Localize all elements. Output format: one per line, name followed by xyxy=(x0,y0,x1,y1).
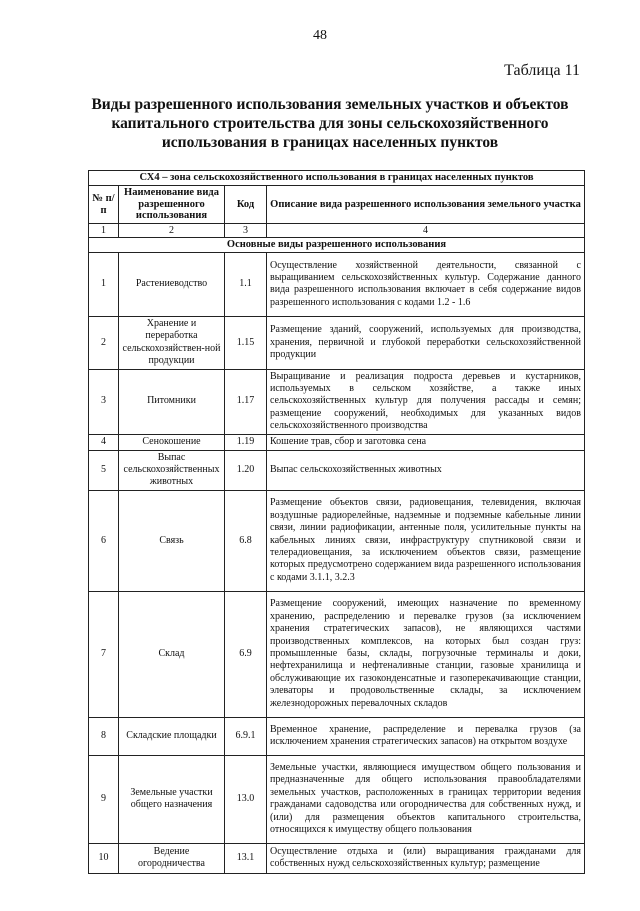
zone-title: СХ4 – зона сельскохозяйственного использования в границах населенных пунктов xyxy=(89,171,585,186)
row-num: 6 xyxy=(89,490,119,591)
land-use-table xyxy=(88,170,585,874)
row-description: Размещение сооружений, имеющих назначение по временному хранению, распределению и перевалке грузов (за исключением хранения стратегических запасов), не являющихся частями производственных комплексов, на которых был создан груз: промышленные базы, склады, погрузочные терминалы и доки, нефтехранилища и нефтеналивные станции, газовые хранилища и обслуживающие их газоконденсатные и газоперекачивающие станции, элеваторы и продовольственные склады, за исключением железнодорожных перевалочных складов xyxy=(267,591,585,717)
table-row xyxy=(89,434,585,450)
row-num: 8 xyxy=(89,717,119,755)
header-num: № п/п xyxy=(89,186,119,224)
row-num: 7 xyxy=(89,591,119,717)
header-row xyxy=(89,186,585,224)
row-num: 3 xyxy=(89,369,119,434)
row-num: 2 xyxy=(89,316,119,369)
row-code: 6.8 xyxy=(225,490,267,591)
table-row xyxy=(89,450,585,490)
row-description: Размещение зданий, сооружений, используемых для производства, хранения, первичной и глубокой переработки сельскохозяйственной продукции xyxy=(267,316,585,369)
document-title: Виды разрешенного использования земельных участков и объектов капитального строительства для зоны сельскохозяйственного использования в границах населенных пунктов xyxy=(91,96,569,151)
table-row xyxy=(89,252,585,316)
column-number: 2 xyxy=(119,223,225,237)
row-code: 1.15 xyxy=(225,316,267,369)
table-row xyxy=(89,755,585,843)
row-code: 13.1 xyxy=(225,843,267,873)
row-num: 1 xyxy=(89,252,119,316)
row-description: Размещение объектов связи, радиовещания, телевидения, включая воздушные радиорелейные, надземные и подземные кабельные линии связи, линии радиофикации, антенные поля, усилительные пункты на кабельных линиях связи, инфраструктуру спутниковой связи и телерадиовещания, за исключением объектов связи, размещение которых предусмотрено содержанием вида разрешенного использования с кодами 3.1.1, 3.2.3 xyxy=(267,490,585,591)
row-code: 1.19 xyxy=(225,434,267,450)
row-num: 10 xyxy=(89,843,119,873)
row-code: 1.20 xyxy=(225,450,267,490)
row-description: Кошение трав, сбор и заготовка сена xyxy=(267,434,585,450)
row-description: Осуществление отдыха и (или) выращивания гражданами для собственных нужд сельскохозяйственных культур; размещение xyxy=(267,843,585,873)
header-description: Описание вида разрешенного использования земельного участка xyxy=(267,186,585,224)
row-code: 6.9 xyxy=(225,591,267,717)
column-number: 4 xyxy=(267,223,585,237)
row-num: 9 xyxy=(89,755,119,843)
row-description: Осуществление хозяйственной деятельности, связанной с выращиванием сельскохозяйственных культур. Содержание данного вида разрешенного использования включает в себя содержание видов разрешенного использования с кодами 1.2 - 1.6 xyxy=(267,252,585,316)
column-number: 1 xyxy=(89,223,119,237)
header-code: Код xyxy=(225,186,267,224)
row-description: Выращивание и реализация подроста деревьев и кустарников, используемых в сельском хозяйстве, а также иных сельскохозяйственных культур для получения рассады и семян; размещение сооружений, необходимых для указанных видов сельскохозяйственного производства xyxy=(267,369,585,434)
row-name: Сенокошение xyxy=(119,434,225,450)
row-name: Земельные участки общего назначения xyxy=(119,755,225,843)
row-description: Временное хранение, распределение и перевалка грузов (за исключением хранения стратегических запасов) на открытом воздухе xyxy=(267,717,585,755)
row-name: Ведение огородничества xyxy=(119,843,225,873)
row-name: Склад xyxy=(119,591,225,717)
row-name: Складские площадки xyxy=(119,717,225,755)
table-row xyxy=(89,717,585,755)
table-row xyxy=(89,369,585,434)
section-row xyxy=(89,237,585,252)
row-name: Хранение и переработка сельскохозяйствен-ной продукции xyxy=(119,316,225,369)
table-row xyxy=(89,490,585,591)
table-label: Таблица 11 xyxy=(504,62,580,79)
row-code: 1.17 xyxy=(225,369,267,434)
row-num: 4 xyxy=(89,434,119,450)
header-name: Наименование вида разрешенного использования xyxy=(119,186,225,224)
zone-title-row xyxy=(89,171,585,186)
section-title: Основные виды разрешенного использования xyxy=(89,237,585,252)
column-number: 3 xyxy=(225,223,267,237)
row-name: Связь xyxy=(119,490,225,591)
row-description: Выпас сельскохозяйственных животных xyxy=(267,450,585,490)
column-numbers-row xyxy=(89,223,585,237)
row-name: Питомники xyxy=(119,369,225,434)
table-row xyxy=(89,591,585,717)
row-description: Земельные участки, являющиеся имуществом общего пользования и предназначенные для общего использования правообладателями земельных участков, расположенных в границах территории ведения гражданами садоводства или огородничества для собственных нужд, и (или) для размещения объектов капитального строительства, относящихся к имуществу общего пользования xyxy=(267,755,585,843)
row-code: 13.0 xyxy=(225,755,267,843)
page-number: 48 xyxy=(313,28,327,43)
table-row xyxy=(89,843,585,873)
table-row xyxy=(89,316,585,369)
row-name: Выпас сельскохозяйственных животных xyxy=(119,450,225,490)
row-num: 5 xyxy=(89,450,119,490)
row-code: 1.1 xyxy=(225,252,267,316)
row-code: 6.9.1 xyxy=(225,717,267,755)
row-name: Растениеводство xyxy=(119,252,225,316)
